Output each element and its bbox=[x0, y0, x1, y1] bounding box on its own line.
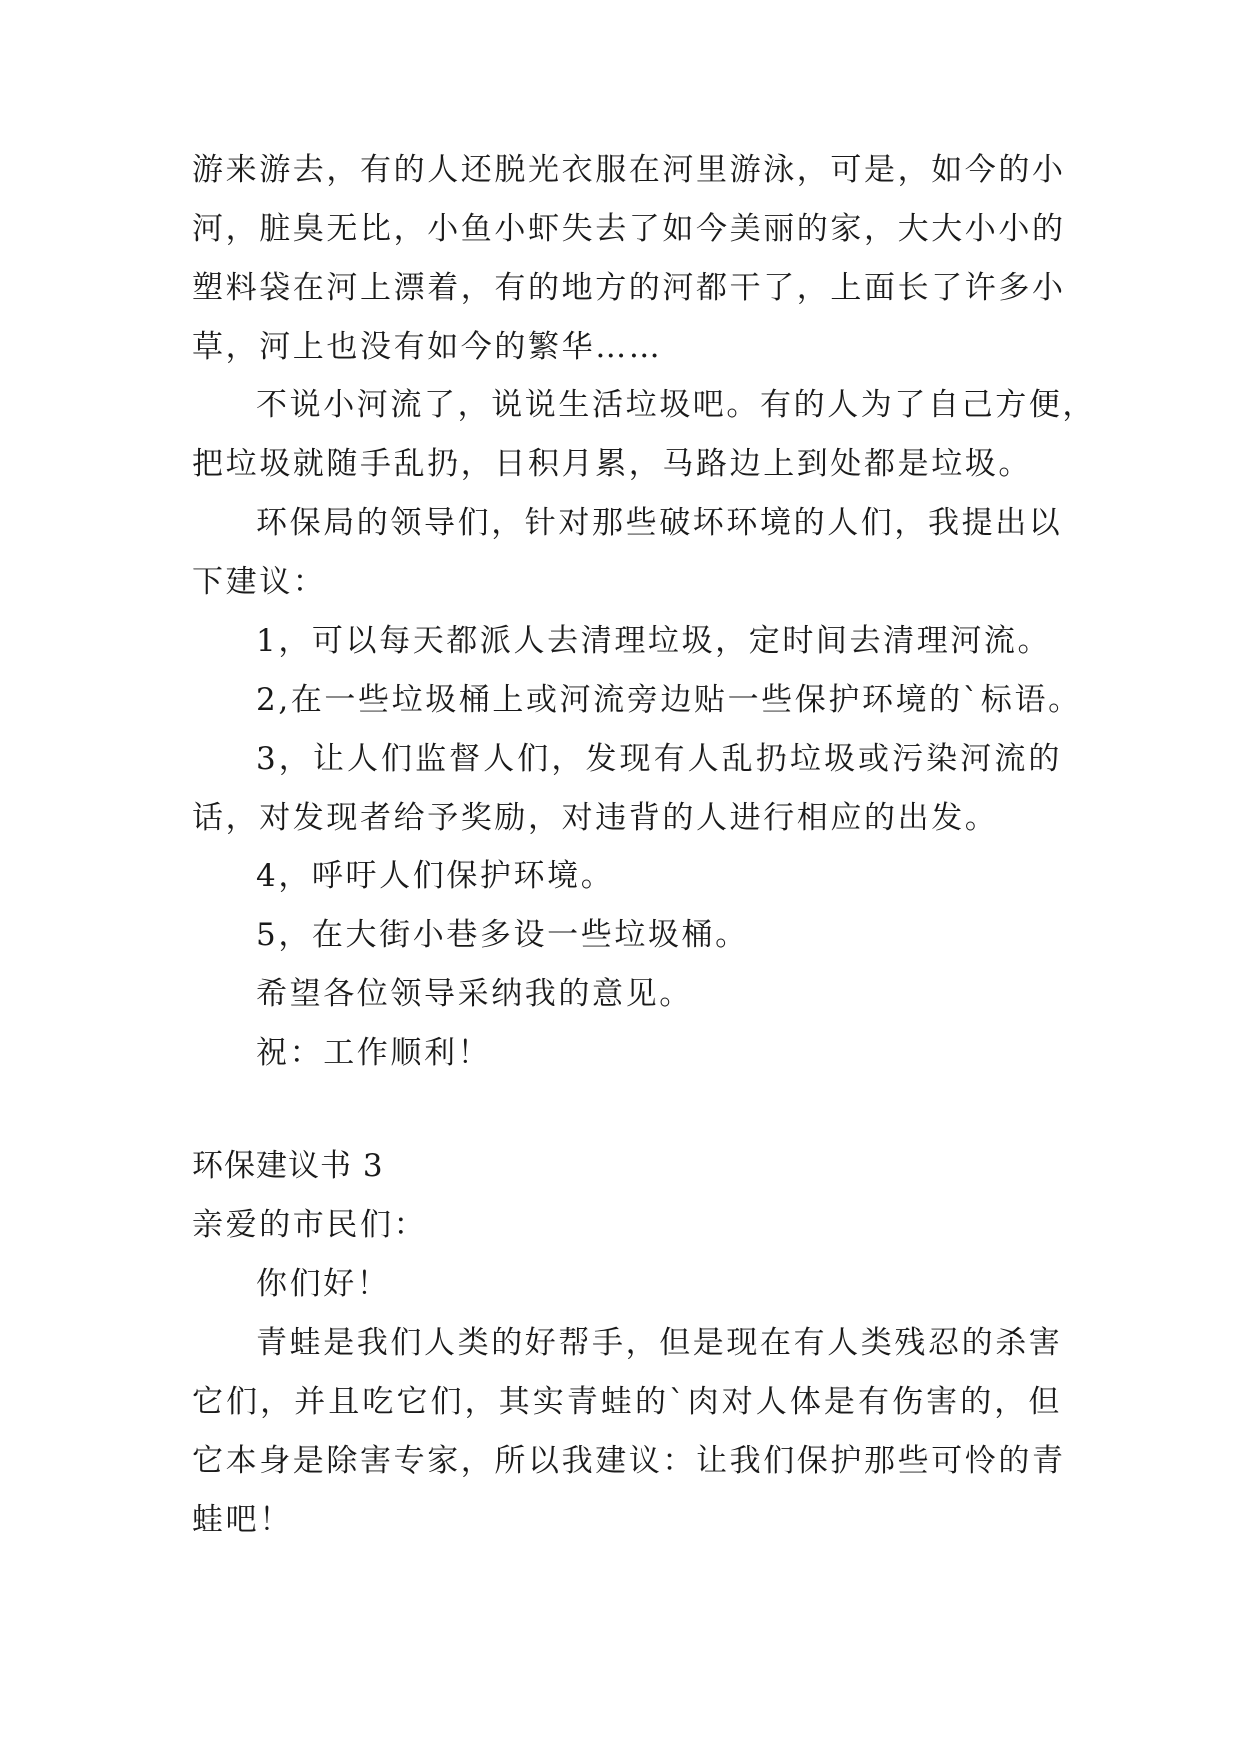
suggestion-item: 4，呼吁人们保护环境。 bbox=[256, 858, 615, 894]
suggestion-item: 1，可以每天都派人去清理垃圾，定时间去清理河流。 bbox=[256, 623, 1052, 659]
paragraph-line: 河，脏臭无比，小鱼小虾失去了如今美丽的家，大大小小的 bbox=[192, 211, 1066, 247]
paragraph-line: 塑料袋在河上漂着，有的地方的河都干了，上面长了许多小 bbox=[192, 270, 1066, 306]
closing-hope: 希望各位领导采纳我的意见。 bbox=[256, 976, 693, 1012]
section-title: 环保建议书 3 bbox=[192, 1148, 384, 1184]
paragraph-line: 它本身是除害专家，所以我建议：让我们保护那些可怜的青 bbox=[192, 1443, 1066, 1479]
paragraph-line: 青蛙是我们人类的好帮手，但是现在有人类残忍的杀害 bbox=[256, 1325, 1063, 1361]
greeting: 你们好！ bbox=[256, 1266, 391, 1302]
suggestion-item: 3，让人们监督人们，发现有人乱扔垃圾或污染河流的 bbox=[256, 741, 1062, 777]
paragraph-line: 不说小河流了，说说生活垃圾吧。有的人为了自己方便， bbox=[256, 387, 1096, 423]
paragraph-line: 蛙吧！ bbox=[192, 1502, 293, 1538]
suggestion-item: 2,在一些垃圾桶上或河流旁边贴一些保护环境的`标语。 bbox=[256, 682, 1082, 718]
paragraph-line: 游来游去，有的人还脱光衣服在河里游泳，可是，如今的小 bbox=[192, 152, 1066, 188]
paragraph-line: 草，河上也没有如今的繁华…… bbox=[192, 329, 663, 365]
closing-wish: 祝：工作顺利！ bbox=[256, 1035, 492, 1071]
suggestion-item: 5，在大街小巷多设一些垃圾桶。 bbox=[256, 917, 749, 953]
suggestion-item-continued: 话，对发现者给予奖励，对违背的人进行相应的出发。 bbox=[192, 800, 999, 836]
salutation: 亲爱的市民们： bbox=[192, 1207, 428, 1243]
paragraph-line: 环保局的领导们，针对那些破坏环境的人们，我提出以 bbox=[256, 505, 1063, 541]
paragraph-line: 下建议： bbox=[192, 564, 327, 600]
paragraph-line: 把垃圾就随手乱扔，日积月累，马路边上到处都是垃圾。 bbox=[192, 446, 1032, 482]
paragraph-line: 它们，并且吃它们，其实青蛙的`肉对人体是有伤害的，但 bbox=[192, 1384, 1062, 1420]
